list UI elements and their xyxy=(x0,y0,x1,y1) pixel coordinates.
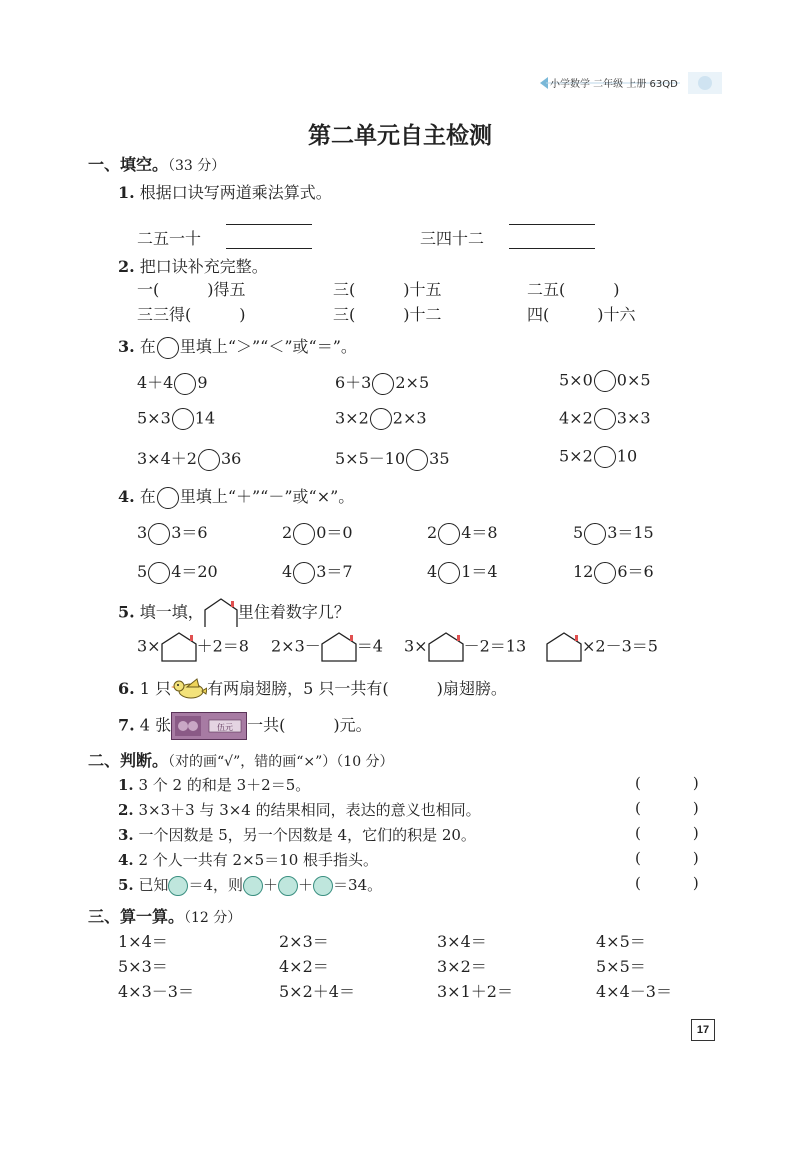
section-3-score: （12 分） xyxy=(184,910,242,926)
q4-left: 12 xyxy=(573,562,594,581)
paren-left: ( xyxy=(635,774,641,792)
judge-num: 4. xyxy=(118,851,134,869)
q3-item xyxy=(335,446,450,471)
q5-item xyxy=(546,632,658,662)
q5-right: ＝4 xyxy=(356,636,383,656)
q3-right: 3×3 xyxy=(616,408,651,428)
judge-item-1 xyxy=(118,774,310,795)
q3-right: 2×5 xyxy=(395,373,430,392)
judge-plus: ＋ xyxy=(263,876,279,894)
q4-right: 0＝0 xyxy=(316,523,353,542)
q3-item xyxy=(559,370,651,392)
q6-pre: 1 只 xyxy=(139,679,172,698)
section-1-heading xyxy=(88,152,225,175)
answer-circle[interactable] xyxy=(594,446,616,468)
q4-item xyxy=(137,520,208,545)
paren-left: ( xyxy=(635,824,641,842)
q3-right: 10 xyxy=(616,446,638,466)
answer-circle[interactable] xyxy=(172,408,194,430)
answer-house[interactable] xyxy=(321,632,357,662)
calc-item[interactable]: 3×2＝ xyxy=(437,957,487,976)
judge-answer-box[interactable] xyxy=(635,849,699,867)
q3-num: 3. xyxy=(118,337,135,356)
answer-circle[interactable] xyxy=(174,373,196,395)
judge-plus: ＋ xyxy=(298,876,314,894)
q2-prompt xyxy=(118,254,268,277)
section-3-heading xyxy=(88,904,241,927)
answer-circle[interactable] xyxy=(372,373,394,395)
answer-circle[interactable] xyxy=(198,449,220,471)
q4-left: 4 xyxy=(427,562,438,581)
q3-left: 3×2 xyxy=(335,408,369,428)
q4-right: 4＝20 xyxy=(171,562,218,581)
paren-right: ) xyxy=(692,824,699,842)
q4-item xyxy=(573,559,654,584)
calc-item[interactable]: 4×5＝ xyxy=(596,932,646,951)
house-icon xyxy=(204,598,238,628)
q5-left: 3× xyxy=(137,636,161,656)
q3-right: 9 xyxy=(197,373,208,392)
q7-pre: 4 张 xyxy=(139,715,172,735)
calc-item[interactable]: 4×2＝ xyxy=(279,957,329,976)
q4-item xyxy=(137,559,218,584)
q3-right: 36 xyxy=(220,449,242,468)
section-2-heading xyxy=(88,748,394,771)
calc-item[interactable]: 5×5＝ xyxy=(596,957,646,976)
q4-left: 5 xyxy=(137,562,148,581)
q5-right: ×2－3＝5 xyxy=(582,636,658,656)
paren-right: ) xyxy=(692,874,699,892)
paren-right: ) xyxy=(692,774,699,792)
q1-num: 1. xyxy=(118,183,135,202)
teal-circle-icon xyxy=(278,876,298,896)
section-1-score: （33 分） xyxy=(168,158,226,174)
q5-item xyxy=(404,632,526,662)
q6-prompt xyxy=(118,676,507,703)
judge-text: 3×3＋3 与 3×4 的结果相同，表达的意义也相同。 xyxy=(138,801,481,819)
q4-left: 2 xyxy=(427,523,438,542)
judge-num: 2. xyxy=(118,801,134,819)
answer-house[interactable] xyxy=(428,632,464,662)
q3-item xyxy=(559,446,637,468)
answer-circle[interactable] xyxy=(148,562,170,584)
q4-item xyxy=(427,520,498,545)
answer-circle[interactable] xyxy=(584,523,606,545)
page-title: 第二单元自主检测 xyxy=(308,123,492,149)
judge-pre: 已知 xyxy=(138,876,169,894)
answer-circle[interactable] xyxy=(594,408,616,430)
q1-answer-line-2b[interactable] xyxy=(509,248,595,249)
q2-num: 2. xyxy=(118,257,135,276)
answer-circle[interactable] xyxy=(148,523,170,545)
judge-item-3 xyxy=(118,824,476,845)
answer-circle[interactable] xyxy=(594,562,616,584)
q1-text: 根据口诀写两道乘法算式。 xyxy=(139,183,332,202)
q3-left: 4×2 xyxy=(559,408,593,428)
q4-left: 3 xyxy=(137,523,148,542)
answer-circle[interactable] xyxy=(406,449,428,471)
q2-item[interactable]: 二五( ) xyxy=(527,280,620,299)
teal-circle-icon xyxy=(243,876,263,896)
judge-answer-box[interactable] xyxy=(635,824,699,842)
circle-icon xyxy=(157,337,179,359)
q1-answer-line-1a[interactable] xyxy=(226,224,312,225)
q3-item xyxy=(335,408,427,430)
q1-item-1: 二五一十 xyxy=(137,229,202,248)
banknote-label: 伍元 xyxy=(217,723,234,732)
q6-post: 有两扇翅膀，5 只一共有( )扇翅膀。 xyxy=(207,679,507,698)
q2-item[interactable]: 三( )十二 xyxy=(333,305,442,324)
q3-left: 5×3 xyxy=(137,408,171,428)
paren-left: ( xyxy=(635,799,641,817)
q2-text: 把口诀补充完整。 xyxy=(139,257,268,276)
paren-left: ( xyxy=(635,849,641,867)
q5-post: 里住着数字几？ xyxy=(237,602,350,622)
q7-prompt xyxy=(118,712,372,740)
judge-mid: ＝4，则 xyxy=(188,876,244,894)
answer-house[interactable] xyxy=(161,632,197,662)
calc-item[interactable]: 4×4－3＝ xyxy=(596,982,672,1001)
calc-item[interactable]: 1×4＝ xyxy=(118,932,168,951)
judge-text: 一个因数是 5，另一个因数是 4，它们的积是 20。 xyxy=(138,826,476,844)
q7-num: 7. xyxy=(118,715,135,735)
section-2-title: 二、判断。 xyxy=(88,751,169,770)
calc-item[interactable]: 3×4＝ xyxy=(437,932,487,951)
q3-left: 5×0 xyxy=(559,370,593,390)
q5-prompt xyxy=(118,598,350,628)
judge-end: ＝34。 xyxy=(333,876,383,894)
q3-item xyxy=(137,408,215,430)
q3-right: 0×5 xyxy=(616,370,651,390)
judge-num: 1. xyxy=(118,776,134,794)
q5-item xyxy=(271,632,383,662)
bird-icon xyxy=(171,677,207,703)
judge-answer-box[interactable] xyxy=(635,774,699,792)
q3-item xyxy=(137,446,241,471)
header-banner-text: 小学数学 二年级 上册 63QD xyxy=(550,79,678,90)
answer-circle[interactable] xyxy=(293,523,315,545)
q5-left: 3× xyxy=(404,636,428,656)
judge-text: 2 个人一共有 2×5＝10 根手指头。 xyxy=(138,851,379,869)
paren-left: ( xyxy=(635,874,641,892)
q3-pre: 在 xyxy=(139,337,156,356)
q4-prompt xyxy=(118,484,354,509)
q1-prompt xyxy=(118,180,332,203)
q1-answer-line-1b[interactable] xyxy=(226,248,312,249)
calc-item[interactable]: 5×3＝ xyxy=(118,957,168,976)
paren-right: ) xyxy=(692,849,699,867)
q4-left: 2 xyxy=(282,523,293,542)
answer-circle[interactable] xyxy=(438,523,460,545)
q4-num: 4. xyxy=(118,487,135,506)
q5-pre: 填一填， xyxy=(139,602,204,622)
section-2-note: （对的画“√”，错的画“×”）（10 分） xyxy=(168,754,394,770)
answer-circle[interactable] xyxy=(370,408,392,430)
q4-item xyxy=(427,559,498,584)
q2-item[interactable]: 三( )十五 xyxy=(333,280,442,299)
q4-right: 3＝7 xyxy=(316,562,353,581)
judge-item-4 xyxy=(118,849,378,870)
q3-left: 5×2 xyxy=(559,446,593,466)
q5-right: －2＝13 xyxy=(463,636,527,656)
q2-item[interactable]: 一( )得五 xyxy=(137,280,246,299)
judge-num: 3. xyxy=(118,826,134,844)
page-number: 17 xyxy=(691,1019,715,1041)
calc-item[interactable]: 3×1＋2＝ xyxy=(437,982,513,1001)
q5-num: 5. xyxy=(118,602,135,622)
q1-answer-line-2a[interactable] xyxy=(509,224,595,225)
q4-left: 5 xyxy=(573,523,584,542)
section-1-title: 一、填空。 xyxy=(88,155,169,174)
calc-item[interactable]: 2×3＝ xyxy=(279,932,329,951)
q2-item[interactable]: 三三得( ) xyxy=(137,305,246,324)
q3-right: 14 xyxy=(194,408,216,428)
judge-num: 5. xyxy=(118,876,134,894)
q3-left: 4＋4 xyxy=(137,373,174,392)
teal-circle-icon xyxy=(313,876,333,896)
circle-icon xyxy=(157,487,179,509)
q5-item xyxy=(137,632,249,662)
answer-circle[interactable] xyxy=(594,370,616,392)
q5-left: 2×3－ xyxy=(271,636,321,656)
q4-right: 3＝15 xyxy=(607,523,654,542)
q4-right: 1＝4 xyxy=(461,562,498,581)
header-banner xyxy=(540,72,722,94)
q4-item xyxy=(573,520,654,545)
answer-circle[interactable] xyxy=(293,562,315,584)
q2-item[interactable]: 四( )十六 xyxy=(527,305,636,324)
q3-right: 2×3 xyxy=(392,408,427,428)
paren-right: ) xyxy=(692,799,699,817)
calc-item[interactable]: 5×2＋4＝ xyxy=(279,982,355,1001)
q6-num: 6. xyxy=(118,679,135,698)
calc-item[interactable]: 4×3－3＝ xyxy=(118,982,194,1001)
judge-item-2 xyxy=(118,799,481,820)
q1-item-2: 三四十二 xyxy=(420,229,485,248)
q3-left: 5×5－10 xyxy=(335,449,406,468)
q4-right: 4＝8 xyxy=(461,523,498,542)
judge-item-5 xyxy=(118,874,382,896)
q5-right: ＋2＝8 xyxy=(196,636,249,656)
q7-post: 一共( )元。 xyxy=(247,715,372,735)
banknote-icon xyxy=(171,712,247,740)
q3-left: 6＋3 xyxy=(335,373,372,392)
q4-post: 里填上“＋”“－”或“×”。 xyxy=(179,487,355,506)
q3-post: 里填上“＞”“＜”或“＝”。 xyxy=(179,337,357,356)
q4-item xyxy=(282,559,353,584)
q4-right: 3＝6 xyxy=(171,523,208,542)
q3-item xyxy=(559,408,651,430)
section-3-title: 三、算一算。 xyxy=(88,907,185,926)
q4-left: 4 xyxy=(282,562,293,581)
q3-right: 35 xyxy=(429,449,450,468)
judge-answer-box[interactable] xyxy=(635,799,699,817)
q4-item xyxy=(282,520,353,545)
q4-right: 6＝6 xyxy=(617,562,654,581)
judge-text: 3 个 2 的和是 3＋2＝5。 xyxy=(138,776,311,794)
q3-prompt xyxy=(118,334,357,359)
answer-circle[interactable] xyxy=(438,562,460,584)
q4-pre: 在 xyxy=(139,487,156,506)
teal-circle-icon xyxy=(168,876,188,896)
q3-left: 3×4＋2 xyxy=(137,449,197,468)
q3-item xyxy=(335,370,429,395)
q3-item xyxy=(137,370,208,395)
answer-house[interactable] xyxy=(546,632,582,662)
judge-answer-box[interactable] xyxy=(635,874,699,892)
